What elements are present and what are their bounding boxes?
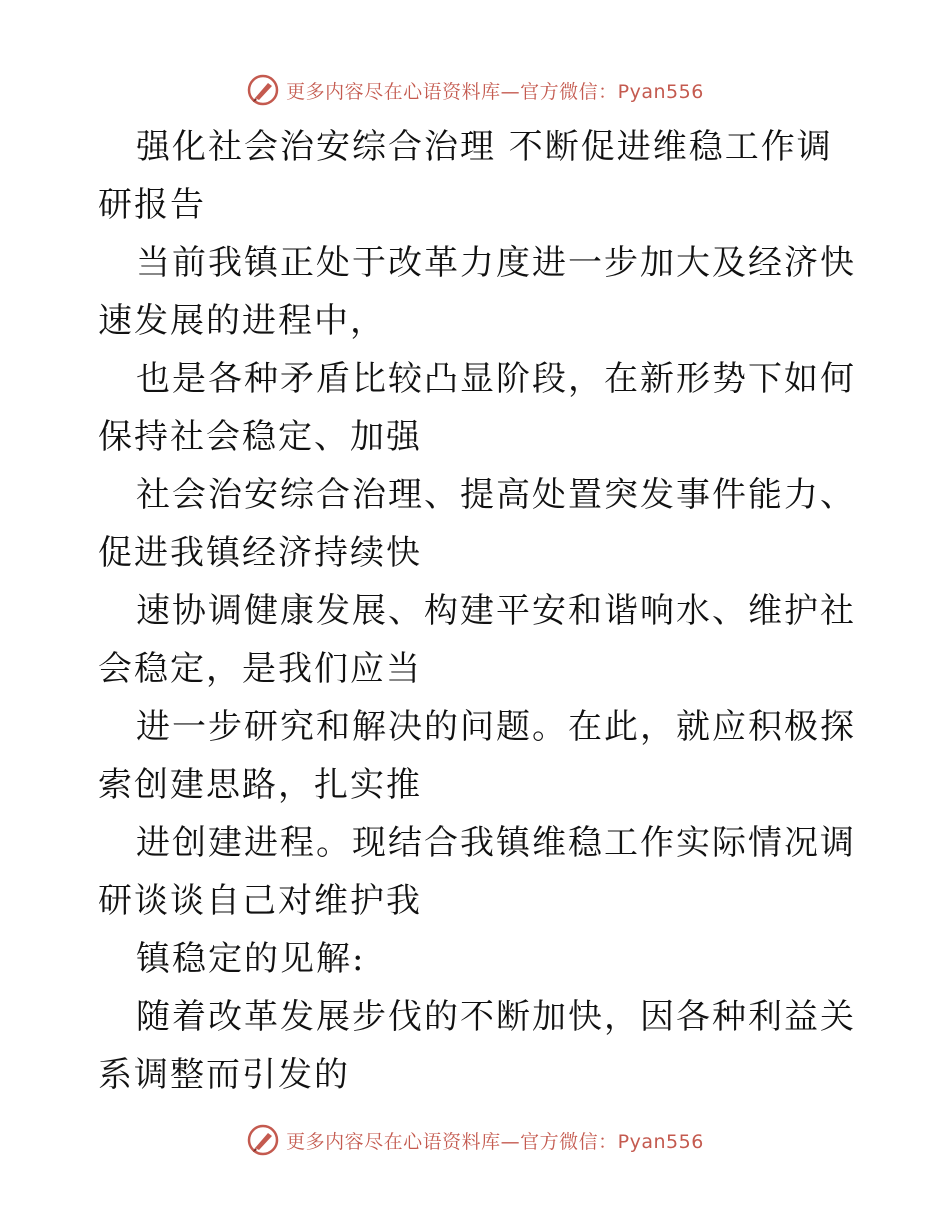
header-watermark xyxy=(0,68,950,112)
paragraph: 进一步研究和解决的问题。在此，就应积极探索创建思路，扎实推 xyxy=(98,707,856,805)
document-body xyxy=(98,118,858,1104)
paragraph: 镇稳定的见解: xyxy=(136,939,366,979)
paragraph: 当前我镇正处于改革力度进一步加大及经济快速发展的进程中， xyxy=(98,243,856,341)
paragraph: 也是各种矛盾比较凸显阶段，在新形势下如何保持社会稳定、加强 xyxy=(98,359,856,457)
watermark-text: 更多内容尽在心语资料库—官方微信：Pyan556 xyxy=(286,1130,704,1153)
pen-circle-logo-icon xyxy=(246,1123,280,1157)
pen-circle-logo-icon xyxy=(246,73,280,107)
footer-watermark xyxy=(0,1118,950,1162)
paragraph: 进创建进程。现结合我镇维稳工作实际情况调研谈谈自己对维护我 xyxy=(98,823,856,921)
paragraph: 社会治安综合治理、提高处置突发事件能力、促进我镇经济持续快 xyxy=(98,475,856,573)
document-title: 强化社会治安综合治理 不断促进维稳工作调研报告 xyxy=(98,127,833,225)
paragraph: 速协调健康发展、构建平安和谐响水、维护社会稳定，是我们应当 xyxy=(98,591,856,689)
watermark-text: 更多内容尽在心语资料库—官方微信：Pyan556 xyxy=(286,80,704,103)
paragraph: 随着改革发展步伐的不断加快，因各种利益关系调整而引发的 xyxy=(98,997,856,1095)
